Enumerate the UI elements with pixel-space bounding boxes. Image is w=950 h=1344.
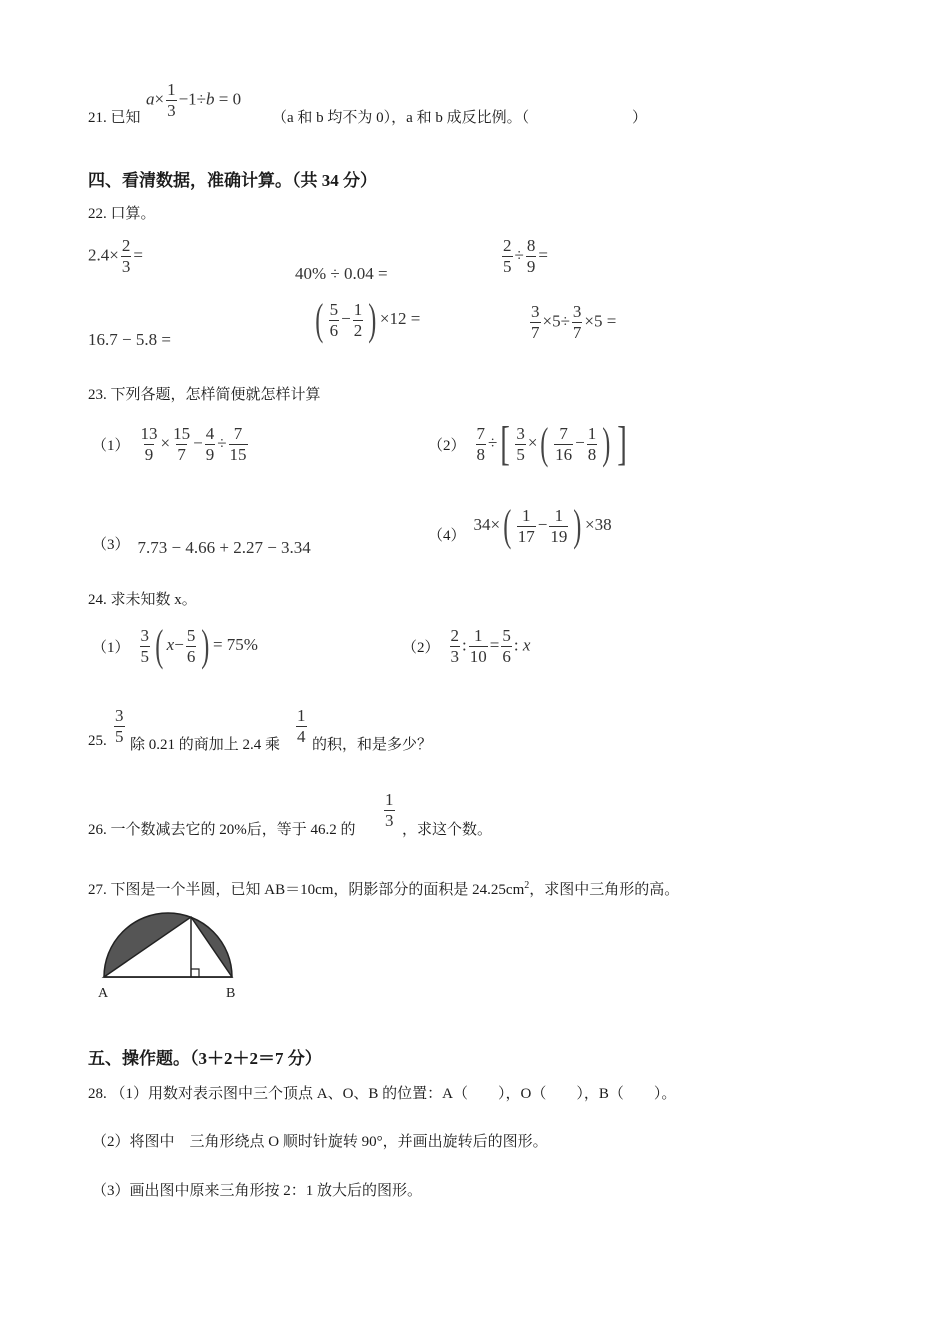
q25-number: 25. [88, 733, 107, 749]
q21-condition: （a 和 b 均不为 0），a 和 b 成反比例。（ [272, 110, 530, 126]
q23-item-3 [92, 528, 311, 558]
section-4-title: 四、看清数据，准确计算。（共 34 分） [88, 171, 377, 190]
q23-label-1: （1） [92, 438, 130, 454]
q28-line-3: （3）画出图中原来三角形按 2：1 放大后的图形。 [92, 1183, 423, 1199]
q22-expr-6: $\frac{3}{7}$ ×5÷ $\frac{3}{7}$ ×5 = [531, 302, 617, 342]
q27-text-1: 27. 下图是一个半圆，已知 AB＝10cm，阴影部分的面积是 24.25cm [88, 882, 525, 898]
q23-item-4: （4） 34×( $\frac{1}{17}$ − $\frac{1}{19}$ ) ×38 [428, 501, 612, 550]
q27-semicircle-figure [92, 905, 252, 1005]
section-5-title: 五、操作题。（3＋2＋2＝7 分） [88, 1049, 322, 1068]
q28-line-2: （2）将图中 三角形绕点 O 顺时针旋转 90°，并画出旋转后的图形。 [92, 1134, 548, 1150]
q25-text-2: 的积，和是多少？ [312, 737, 433, 753]
q26-frac: $\frac{1}{3}$ [385, 790, 394, 830]
q23-label-4: （4） [428, 527, 466, 544]
q27-text [88, 878, 679, 899]
label-b: B [226, 986, 236, 1001]
q27-text-2: ，求图中三角形的高。 [529, 882, 680, 898]
q25-text-1: 除 0.21 的商加上 2.4 乘 [130, 737, 281, 753]
q27-sup: 2 [524, 880, 530, 891]
q23-label-3: （3） [92, 536, 130, 553]
q21-answer-close: ） [632, 110, 648, 126]
q26-text-2: ，求这个数。 [402, 822, 493, 838]
q24-label-1: （1） [92, 639, 130, 656]
q22-expr-3: $\frac{2}{5}$ ÷ $\frac{8}{9}$ = [503, 236, 548, 276]
q23-label-2: （2） [428, 437, 466, 454]
label-a: A [98, 986, 109, 1001]
q24-item-2: （2） $\frac{2}{3}$ : $\frac{1}{10}$ = $\frac{5}{6}$ : x [402, 626, 531, 666]
q23-item-1: （1） $\frac{13}{9}$ × $\frac{15}{7}$ − $\frac{4}{9}$ ÷ $\frac{7}{15}$ [92, 424, 247, 464]
q22-expr-4: 16.7 − 5.8 = [88, 330, 171, 349]
q25-frac-2: $\frac{1}{4}$ [297, 706, 306, 746]
q26-text-1: 26. 一个数减去它的 20%后，等于 46.2 的 [88, 822, 356, 838]
q21-equation: a× $\frac{1}{3}$ −1÷b = 0 [146, 80, 242, 120]
q22-expr-5: ( $\frac{5}{6}$ − $\frac{1}{2}$ ) ×12 = [315, 295, 421, 344]
q22-expr-2: 40% ÷ 0.04 = [295, 264, 388, 283]
q24-title: 24. 求未知数 x。 [88, 592, 197, 608]
q22-expr-1: 2.4× $\frac{2}{3}$ = [88, 236, 143, 276]
q23-expr-3: 7.73 − 4.66 + 2.27 − 3.34 [137, 538, 311, 557]
q23-item-2: （2） $\frac{7}{8}$ ÷[ $\frac{3}{5}$ ×( $\frac{7}{16}$ − $\frac{1}{8}$ ) ] [428, 417, 627, 470]
q22-title: 22. 口算。 [88, 206, 156, 222]
q21-number: 21. 已知 [88, 110, 141, 126]
q23-title: 23. 下列各题，怎样简便就怎样计算 [88, 387, 321, 403]
q24-item-1: （1） $\frac{3}{5}$ ( x− $\frac{5}{6}$ ) = 75% [92, 621, 258, 670]
q28-line-1: 28. （1）用数对表示图中三个顶点 A、O、B 的位置：A（ ），O（ ），B（ ）。 [88, 1086, 677, 1102]
q24-label-2: （2） [402, 640, 440, 656]
q25-frac-1: $\frac{3}{5}$ [115, 706, 124, 746]
